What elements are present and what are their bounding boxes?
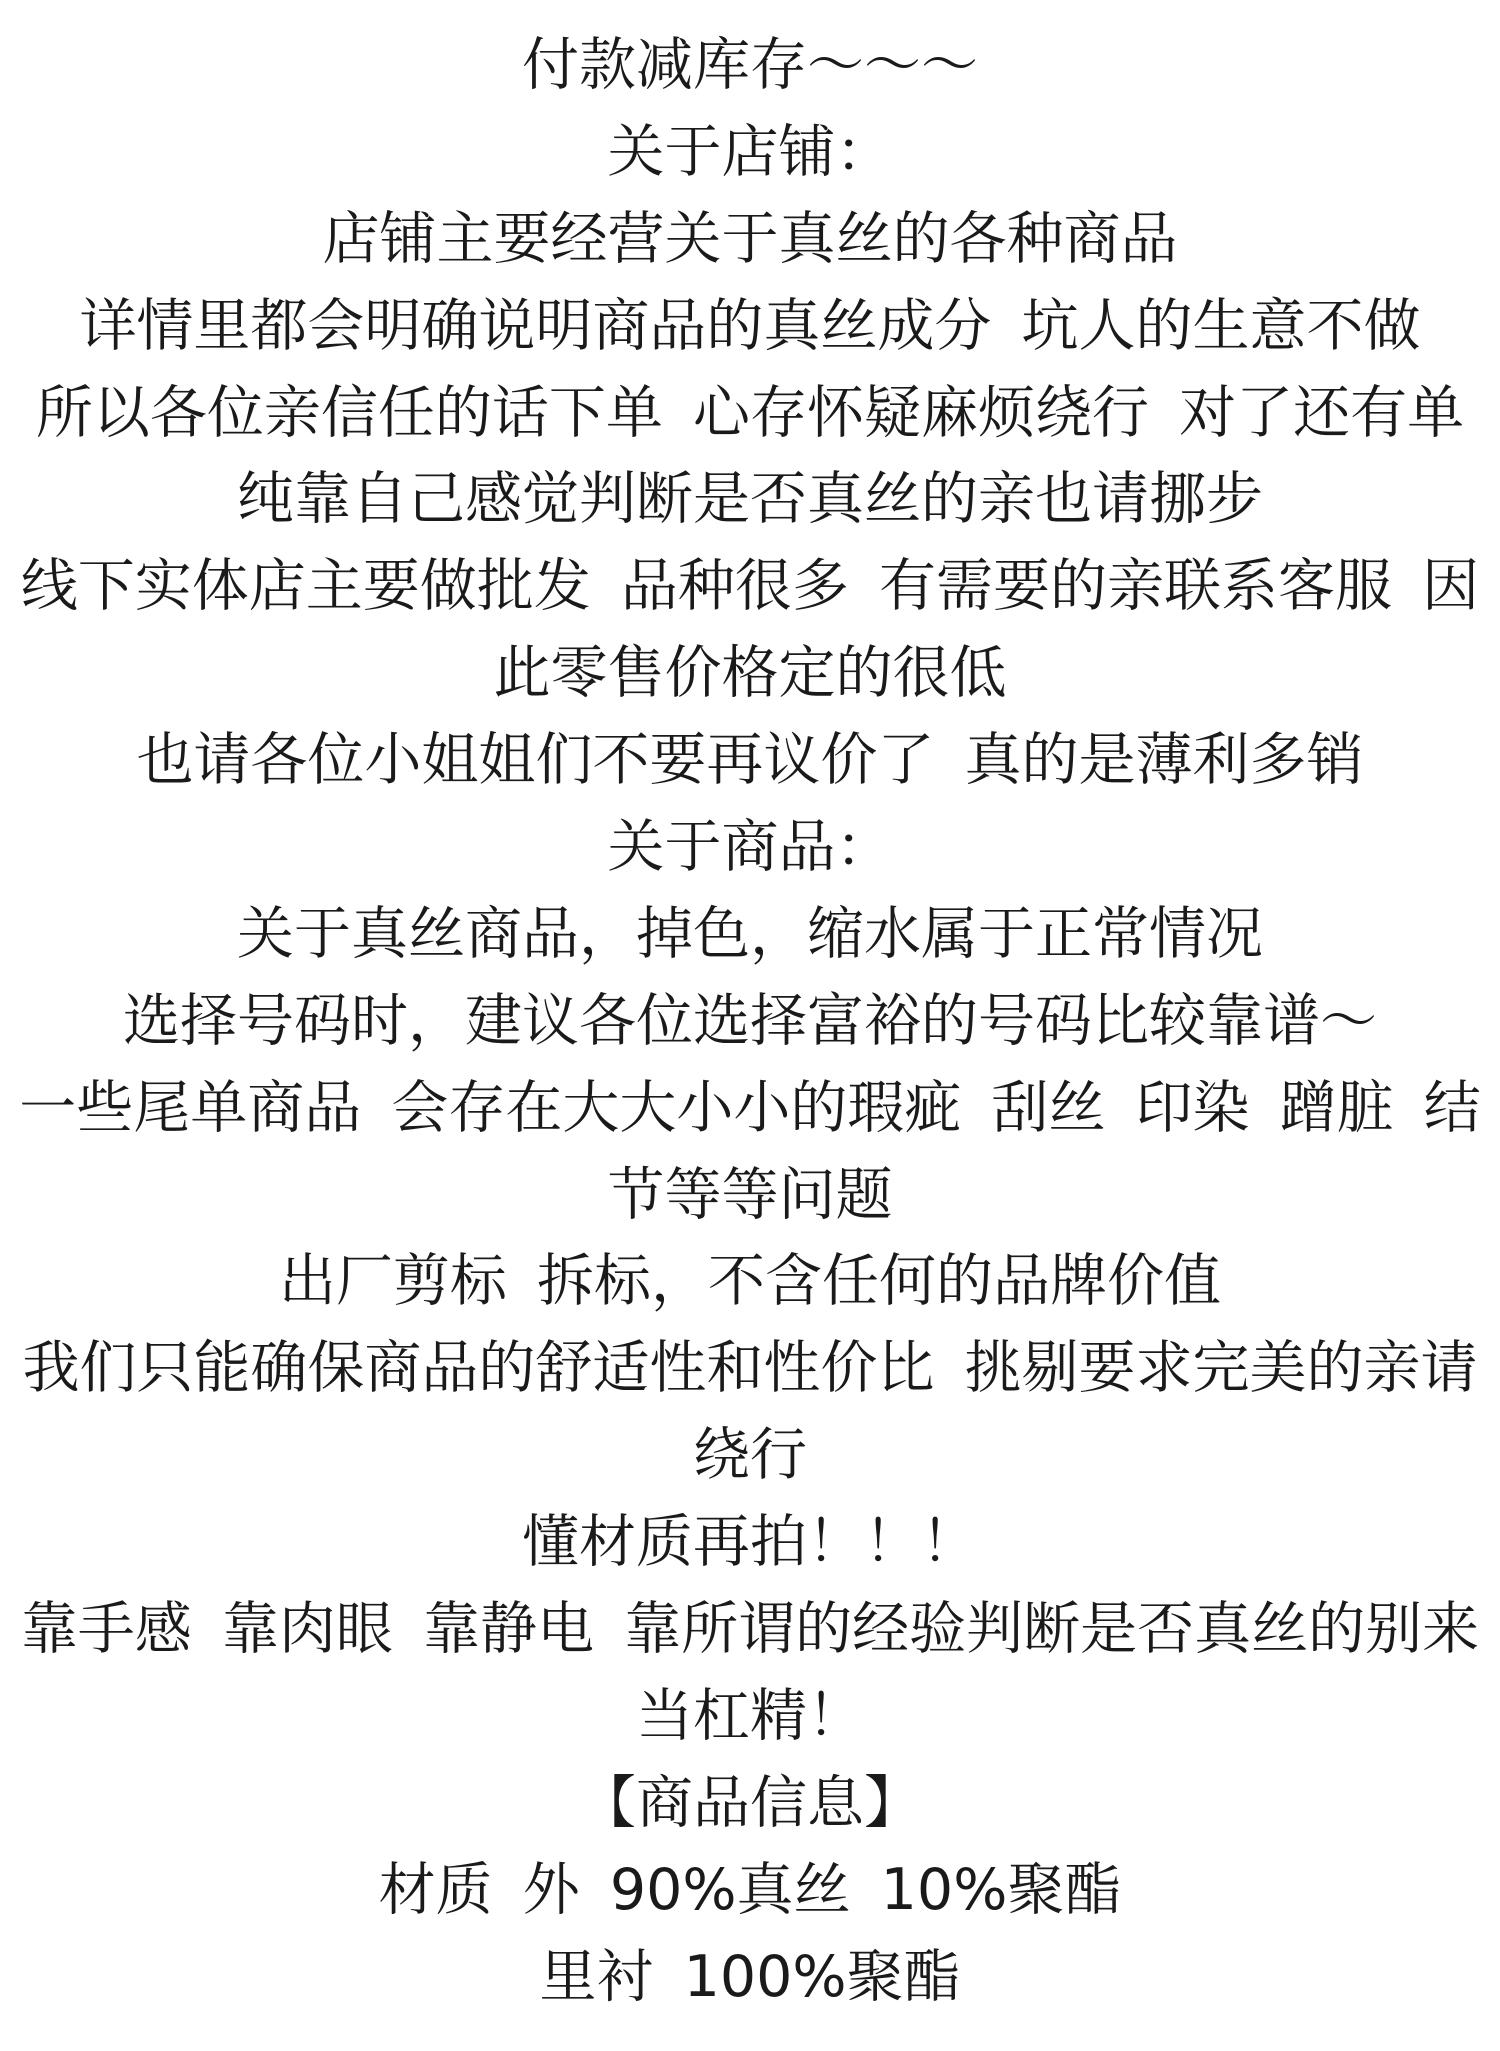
product-text-line: 绕行: [693, 1422, 807, 1489]
product-info-heading: 【商品信息】: [579, 1769, 921, 1836]
product-section: [10, 804, 1490, 1760]
material-outer-line: 材质 外 90%真丝 10%聚酯: [378, 1856, 1122, 1923]
product-text-line: 关于真丝商品，掉色，缩水属于正常情况: [237, 900, 1263, 967]
product-description-page: [0, 22, 1500, 2020]
store-text-line: 线下实体店主要做批发 品种很多 有需要的亲联系客服 因: [20, 553, 1480, 620]
product-text-line: 节等等问题: [607, 1161, 893, 1228]
store-section-heading: 关于店铺：: [607, 118, 893, 185]
product-text-line: 出厂剪标 拆标，不含任何的品牌价值: [278, 1248, 1222, 1315]
store-text-line: 此零售价格定的很低: [493, 640, 1007, 707]
product-info-section: [10, 1760, 1490, 2021]
product-text-line: 我们只能确保商品的舒适性和性价比 挑剔要求完美的亲请: [22, 1335, 1478, 1402]
product-section-heading: 关于商品：: [607, 814, 893, 881]
store-text-line: 店铺主要经营关于真丝的各种商品: [322, 205, 1178, 272]
intro-line: 付款减库存～～～: [522, 32, 978, 98]
product-text-line: 懂材质再拍！！！: [522, 1509, 978, 1576]
store-section: [10, 109, 1490, 804]
store-text-line: 详情里都会明确说明商品的真丝成分 坑人的生意不做: [79, 292, 1421, 359]
product-text-line: 一些尾单商品 会存在大大小小的瑕疵 刮丝 印染 蹭脏 结: [19, 1074, 1481, 1141]
store-text-line: 纯靠自己感觉判断是否真丝的亲也请挪步: [237, 466, 1263, 533]
product-text-line: 当杠精！: [636, 1682, 864, 1749]
product-text-line: 选择号码时，建议各位选择富裕的号码比较靠谱～: [123, 987, 1377, 1054]
material-lining-line: 里衬 100%聚酯: [539, 1943, 961, 2010]
store-text-line: 所以各位亲信任的话下单 心存怀疑麻烦绕行 对了还有单: [35, 379, 1465, 446]
store-text-line: 也请各位小姐姐们不要再议价了 真的是薄利多销: [136, 727, 1364, 794]
product-text-line: 靠手感 靠肉眼 靠静电 靠所谓的经验判断是否真丝的别来: [20, 1596, 1480, 1663]
